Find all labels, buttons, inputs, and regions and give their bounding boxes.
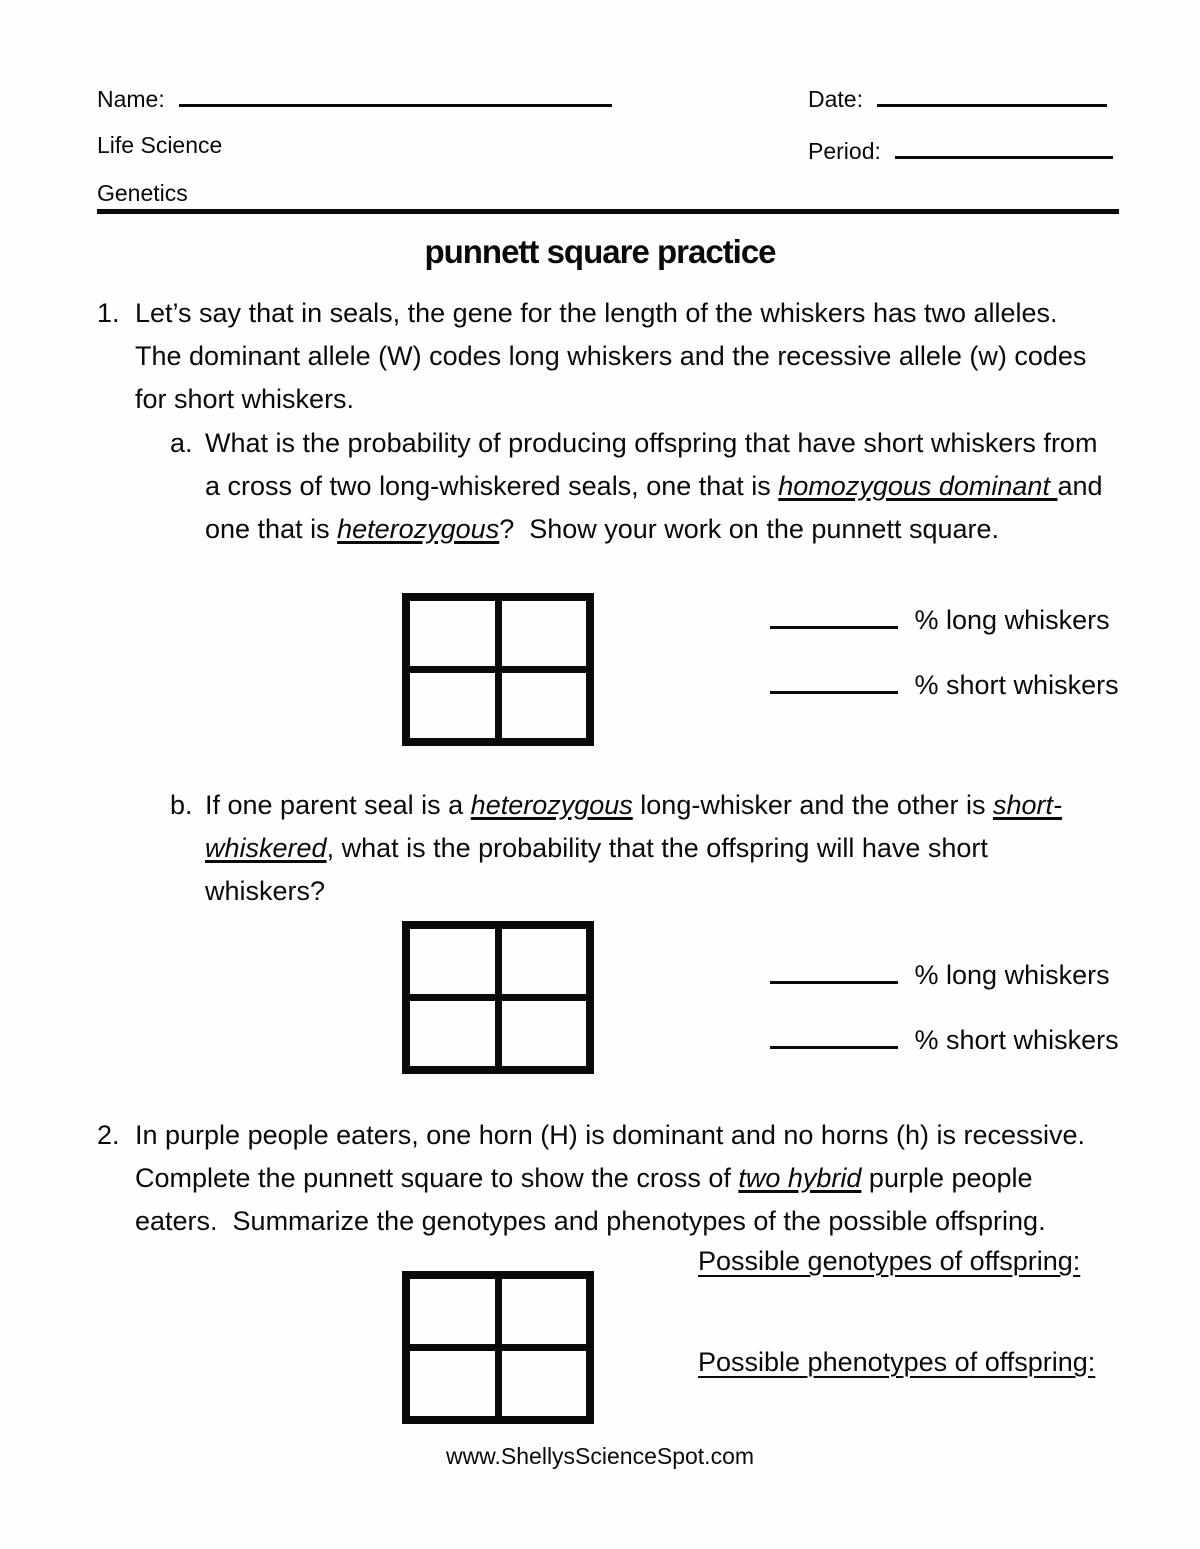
question-1b bbox=[170, 784, 1107, 913]
question-2-text bbox=[135, 1114, 1100, 1243]
punnett-cell bbox=[502, 929, 587, 994]
punnett-cell bbox=[502, 673, 587, 738]
question-2-number: 2. bbox=[97, 1120, 120, 1150]
date-label: Date: bbox=[808, 86, 863, 112]
answer-label: % long whiskers bbox=[914, 605, 1110, 635]
punnett-cell bbox=[502, 601, 587, 666]
answer-label: % short whiskers bbox=[914, 1025, 1119, 1055]
punnett-cell bbox=[502, 1351, 587, 1416]
name-blank-line bbox=[179, 82, 612, 107]
phenotypes-heading: Possible phenotypes of offspring: bbox=[698, 1347, 1096, 1377]
answer-blank-line bbox=[770, 959, 898, 984]
text-run: purple people eaters. Summarize the genotypes and phenotypes of the possible offspring. bbox=[135, 1163, 1046, 1236]
punnett-cell bbox=[410, 1279, 495, 1344]
question-1a-number: a. bbox=[170, 428, 193, 458]
question-1-number: 1. bbox=[97, 298, 120, 328]
punnett-square-2 bbox=[402, 1271, 594, 1424]
punnett-cell bbox=[410, 1001, 495, 1066]
punnett-cell bbox=[410, 673, 495, 738]
answer-row-1b-short bbox=[770, 1024, 1119, 1056]
question-1b-number: b. bbox=[170, 790, 193, 820]
answer-row-1a-short bbox=[770, 669, 1119, 701]
date-blank-line bbox=[877, 82, 1107, 107]
text-run: ? Show your work on the punnett square. bbox=[499, 514, 1000, 544]
period-row bbox=[808, 134, 1113, 165]
question-1 bbox=[97, 292, 1102, 421]
punnett-cell bbox=[410, 1351, 495, 1416]
punnett-cell bbox=[410, 601, 495, 666]
punnett-square-1a bbox=[402, 593, 594, 746]
answer-blank-line bbox=[770, 669, 898, 694]
period-blank-line bbox=[895, 134, 1113, 159]
text-run: long-whisker and the other is bbox=[632, 790, 993, 820]
course-label: Life Science bbox=[97, 132, 223, 158]
text-run: and one that is bbox=[205, 471, 1111, 544]
text-run: If one parent seal is a bbox=[205, 790, 471, 820]
period-label: Period: bbox=[808, 138, 881, 164]
name-label: Name: bbox=[97, 86, 165, 112]
header-divider-rule bbox=[97, 209, 1119, 214]
page-title: punnett square practice bbox=[424, 233, 776, 270]
answer-label: % long whiskers bbox=[914, 960, 1110, 990]
answer-blank-line bbox=[770, 1024, 898, 1049]
question-1a-text bbox=[205, 422, 1111, 551]
answer-row-1a-long bbox=[770, 604, 1110, 636]
answer-row-1b-long bbox=[770, 959, 1110, 991]
emphasized-term: heterozygous bbox=[337, 514, 500, 544]
question-1-text bbox=[135, 292, 1100, 421]
question-2 bbox=[97, 1114, 1102, 1243]
question-1a bbox=[170, 422, 1111, 551]
punnett-cell bbox=[502, 1001, 587, 1066]
answer-blank-line bbox=[770, 604, 898, 629]
emphasized-term: two hybrid bbox=[738, 1163, 862, 1193]
text-run: What is the probability of producing offspring that have short whiskers from a cross of two long-whiskered seals, one that is bbox=[205, 428, 1105, 501]
unit-label: Genetics bbox=[97, 180, 188, 206]
emphasized-term: homozygous dominant bbox=[778, 471, 1058, 501]
website-footer: www.ShellysScienceSpot.com bbox=[445, 1443, 755, 1469]
question-1b-text bbox=[205, 784, 1105, 913]
genotypes-heading: Possible genotypes of offspring: bbox=[698, 1246, 1081, 1276]
emphasized-term: heterozygous bbox=[470, 790, 633, 820]
text-run: , what is the probability that the offspring will have short whiskers? bbox=[205, 833, 996, 906]
text-run: Let’s say that in seals, the gene for the length of the whiskers has two alleles. The dominant allele (W) codes long whiskers and the recessive allele (w) codes for short whiskers. bbox=[135, 298, 1094, 414]
punnett-cell bbox=[502, 1279, 587, 1344]
date-row bbox=[808, 82, 1107, 113]
emphasized-term: short-whiskered bbox=[205, 790, 1063, 863]
punnett-square-1b bbox=[402, 921, 594, 1074]
text-run: In purple people eaters, one horn (H) is dominant and no horns (h) is recessive. Complete the punnett square to show the cross of bbox=[135, 1120, 1101, 1193]
punnett-cell bbox=[410, 929, 495, 994]
name-row bbox=[97, 82, 612, 113]
answer-label: % short whiskers bbox=[914, 670, 1119, 700]
